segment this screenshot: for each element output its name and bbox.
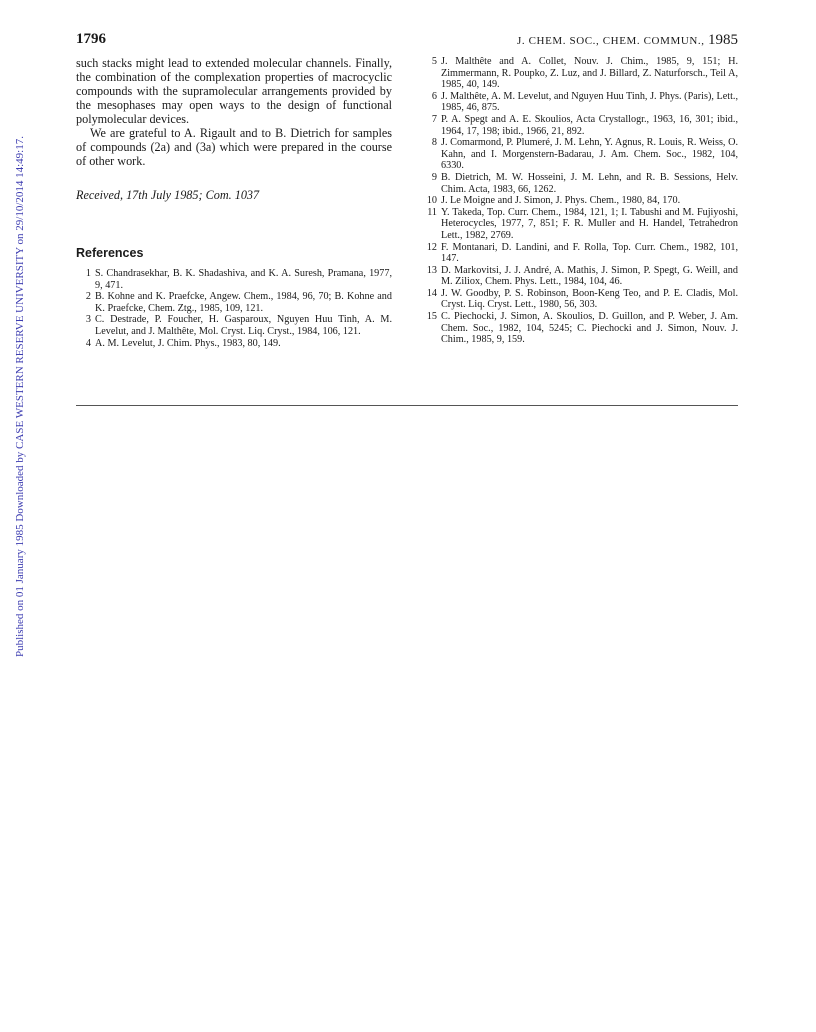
reference-text: F. Montanari, D. Landini, and F. Rolla, Top. Curr. Chem., 1982, 101, 147. [441,241,738,265]
page-number: 1796 [76,31,106,47]
journal-name: J. CHEM. SOC., CHEM. COMMUN., [517,35,705,47]
reference-number: 4 [85,337,91,349]
reference-number: 13 [426,264,437,276]
download-notice-text: Published on 01 January 1985 Downloaded by CASE WESTERN RESERVE UNIVERSITY on 29/10/2014 14:49:17. [14,136,26,657]
reference-text: Y. Takeda, Top. Curr. Chem., 1984, 121, 1; I. Tabushi and M. Fujiyoshi, Heterocycles, 1977, 7, 851; F. R. Muller and H. Handel, Tetrahedron Lett., 1982, 2769. [441,206,738,241]
download-side-note [0,0,26,657]
reference-text: P. A. Spegt and A. E. Skoulios, Acta Crystallogr., 1963, 16, 301; ibid., 1964, 17, 198; ibid., 1966, 21, 892. [441,113,738,137]
references-list-left [76,268,392,349]
reference-number: 10 [426,195,437,207]
reference-item [424,172,738,195]
reference-number: 12 [426,241,437,253]
reference-item [424,288,738,311]
reference-number: 11 [427,206,437,218]
reference-item [424,265,738,288]
reference-item [424,242,738,265]
reference-number: 15 [426,311,437,323]
reference-text: J. Comarmond, P. Plumeré, J. M. Lehn, Y. Agnus, R. Louis, R. Weiss, O. Kahn, and I. Morgenstern-Badarau, J. Am. Chem. Soc., 1982, 104, 6330. [441,137,738,172]
reference-text: J. Malthête, A. M. Levelut, and Nguyen Huu Tinh, J. Phys. (Paris), Lett., 1985, 46, 875. [441,90,738,114]
reference-text: J. Malthête and A. Collet, Nouv. J. Chim., 1985, 9, 151; H. Zimmermann, R. Poupko, Z. Luz, and J. Billard, Z. Naturforsch., Teil A, 1985, 40, 149. [441,56,738,91]
references-list-right [424,56,738,346]
references-heading: References [76,246,144,260]
reference-number: 6 [431,90,437,102]
reference-text: B. Dietrich, M. W. Hosseini, J. M. Lehn, and R. B. Sessions, Helv. Chim. Acta, 1983, 66, 1262. [441,171,738,195]
reference-number: 3 [85,314,91,326]
reference-item [76,291,392,314]
reference-number: 7 [431,113,437,125]
reference-number: 9 [431,171,437,183]
reference-text: J. W. Goodby, P. S. Robinson, Boon-Keng Teo, and P. E. Cladis, Mol. Cryst. Liq. Cryst. Lett., 1980, 56, 303. [441,287,738,311]
journal-header [517,32,738,49]
reference-item [424,311,738,346]
reference-text: C. Destrade, P. Foucher, H. Gasparoux, Nguyen Huu Tinh, A. M. Levelut, and J. Malthête, Mol. Cryst. Liq. Cryst., 1984, 106, 121. [95,314,392,337]
reference-item [76,268,392,291]
reference-item [76,338,392,350]
acknowledgement-paragraph: We are grateful to A. Rigault and to B. Dietrich for samples of compounds (2a) and (3a) which were prepared in the course of other work. [76,126,392,168]
reference-item [424,195,738,207]
right-column [424,56,738,346]
reference-text: S. Chandrasekhar, B. K. Shadashiva, and K. A. Suresh, Pramana, 1977, 9, 471. [95,268,392,291]
reference-item [424,56,738,91]
received-date: Received, 17th July 1985; Com. 1037 [76,188,260,202]
body-paragraph-1: such stacks might lead to extended molecular channels. Finally, the combination of the complexation properties of macrocyclic compounds with the supramolecular arrangements provided by the mesophases may open ways to the design of functional polymolecular devices. [76,56,392,126]
reference-text: J. Le Moigne and J. Simon, J. Phys. Chem., 1980, 84, 170. [441,195,681,207]
reference-item [76,314,392,337]
reference-item [424,114,738,137]
reference-item [424,91,738,114]
reference-number: 1 [85,268,91,279]
bottom-divider [76,405,738,406]
reference-item [424,207,738,242]
reference-text: D. Markovitsi, J. J. André, A. Mathis, J. Simon, P. Spegt, G. Weill, and M. Ziliox, Chem. Phys. Lett., 1984, 104, 46. [441,264,738,288]
reference-text: B. Kohne and K. Praefcke, Angew. Chem., 1984, 96, 70; B. Kohne and K. Praefcke, Chem. Ztg., 1985, 109, 121. [95,291,392,314]
reference-item [424,137,738,172]
reference-number: 5 [431,56,437,67]
reference-number: 2 [85,291,91,303]
left-column [76,56,392,349]
journal-year: 1985 [708,32,738,48]
reference-number: 8 [431,137,437,149]
reference-text: C. Piechocki, J. Simon, A. Skoulios, D. Guillon, and P. Weber, J. Am. Chem. Soc., 1982, 104, 5245; C. Piechocki and J. Simon, Nouv. J. Chim., 1985, 9, 159. [441,311,738,346]
reference-text: A. M. Levelut, J. Chim. Phys., 1983, 80, 149. [95,337,281,349]
reference-number: 14 [426,287,437,299]
